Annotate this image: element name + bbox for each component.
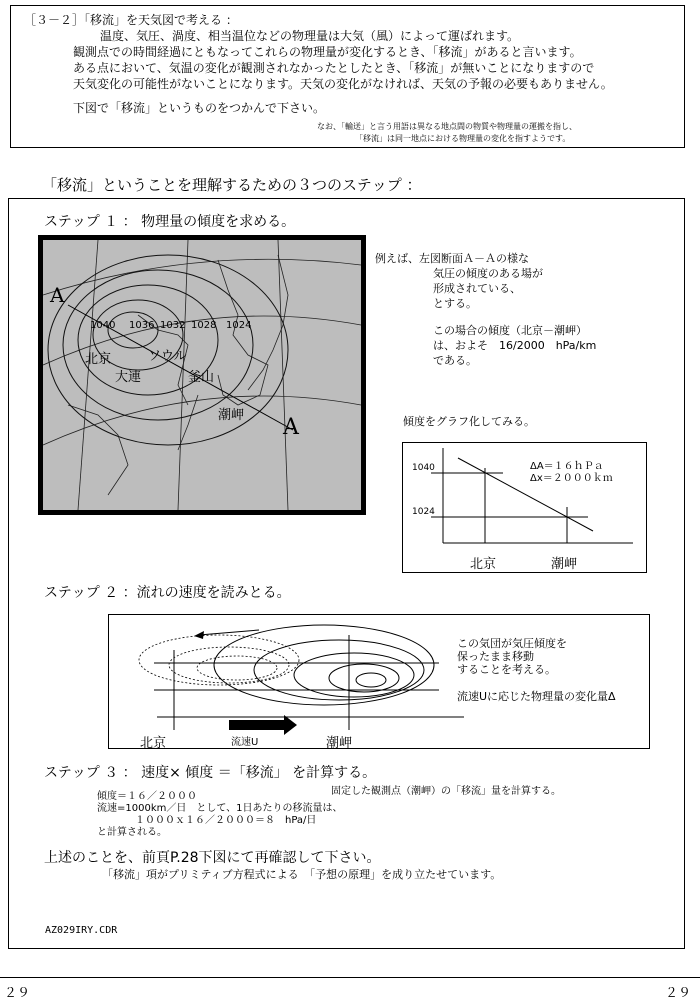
explain-line: 形成されている、 xyxy=(433,282,521,295)
graph-y-tick: 1040 xyxy=(412,463,435,473)
graph-x-right: 潮岬 xyxy=(551,557,578,572)
diagram-note: この気団が気圧傾度を xyxy=(457,637,567,650)
step3-calc-line: １０００ｘ１６／２０００＝８ hPa/日 xyxy=(135,815,317,826)
intro-heading: ［３－２］「移流」を天気図で考える ： xyxy=(24,13,238,27)
step2-title: ステップ ２ ：流れの速度を読みとる。 xyxy=(44,585,291,601)
diagram-note: することを考える。 xyxy=(457,663,556,676)
flow-note: 流速Uに応じた物理量の変化量Δ xyxy=(457,690,616,703)
city-label-shionomisaki: 潮岬 xyxy=(218,408,245,423)
graph-delta-x: Δx＝２０００ｋｍ xyxy=(530,473,613,484)
diagram-x-right: 潮岬 xyxy=(326,736,353,751)
page-number-right: ２９ xyxy=(665,986,692,1001)
gradient-graph-lines xyxy=(403,443,645,571)
map-label-a-right: A xyxy=(283,415,299,440)
step3-velocity-line: 流速=1000km／日 として、1日あたりの移流量は、 xyxy=(97,803,343,814)
diagram-note: 保ったまま移動 xyxy=(457,650,534,663)
isobar-label: 1024 xyxy=(226,320,252,331)
intro-instruction: 下図で「移流」というものをつかんで下さい。 xyxy=(73,101,326,115)
recheck-line: 上述のことを、前頁P.28下図にて再確認して下さい。 xyxy=(44,850,381,866)
explain-line: とする。 xyxy=(433,297,477,310)
graph-y-tick: 1024 xyxy=(412,507,435,517)
step1-title: ステップ １ ： 物理量の傾度を求める。 xyxy=(44,214,296,230)
isobar-label: 1040 xyxy=(90,320,116,331)
step3-fixed-point-note: 固定した観測点（潮岬）の「移流」量を計算する。 xyxy=(331,786,561,797)
flow-velocity-label: 流速U xyxy=(231,737,259,748)
intro-line: 観測点での時間経過にともなってこれらの物理量が変化するとき、「移流」があると言います。 xyxy=(73,45,582,59)
gradient-line: この場合の傾度（北京－潮岬） xyxy=(433,324,587,337)
step3-result-line: と計算される。 xyxy=(97,827,167,838)
intro-line: 温度、気圧、渦度、相当温位などの物理量は大気（風）によって運ばれます。 xyxy=(100,29,520,43)
file-code: AZ029IRY.CDR xyxy=(45,925,118,936)
map-label-a-left: A xyxy=(50,283,65,307)
isobar-label: 1032 xyxy=(160,320,186,331)
explain-line: 気圧の傾度のある場が xyxy=(433,267,543,280)
city-label-seoul: ソウル xyxy=(148,349,187,364)
section-title: 「移流」ということを理解するための３つのステップ ： xyxy=(42,176,422,194)
isobar-label: 1028 xyxy=(191,320,217,331)
step3-gradient: 傾度＝１６／２０００ xyxy=(97,791,197,802)
city-label-dalian: 大連 xyxy=(115,370,142,385)
intro-line: 天気変化の可能性がないことになります。天気の変化がなければ、天気の予報の必要もありません。 xyxy=(73,77,613,91)
explain-line: 例えば、左図断面Ａ－Ａの様な xyxy=(375,252,529,265)
primitive-note: 「移流」項がプリミティブ方程式による 「予想の原理」を成り立たせています。 xyxy=(102,868,502,881)
graph-caption: 傾度をグラフ化してみる。 xyxy=(403,415,535,428)
graph-x-left: 北京 xyxy=(470,557,497,572)
diagram-x-left: 北京 xyxy=(140,736,167,751)
footer-rule xyxy=(0,977,700,978)
city-label-busan: 釜山 xyxy=(188,370,215,385)
step3-title: ステップ ３ ： 速度× 傾度 ＝「移流」 を計算する。 xyxy=(44,765,377,781)
isobar-label: 1036 xyxy=(129,320,155,331)
gradient-line: は、およそ 16/2000 hPa/km xyxy=(433,339,597,352)
intro-note: なお、「輸送」と言う用語は異なる地点間の物質や物理量の運搬を指し、 xyxy=(317,122,577,131)
intro-line: ある点において、気温の変化が観測されなかったとしたとき、「移流」が無いことになりますので xyxy=(73,61,595,75)
gradient-line: である。 xyxy=(433,354,477,367)
intro-note: 「移流」は同一地点における物理量の変化を指すようです。 xyxy=(355,134,571,143)
page-number-left: ２９ xyxy=(4,986,31,1001)
city-label-beijing: 北京 xyxy=(85,352,112,367)
graph-delta-p: ΔA＝１６ｈＰａ xyxy=(530,461,604,472)
